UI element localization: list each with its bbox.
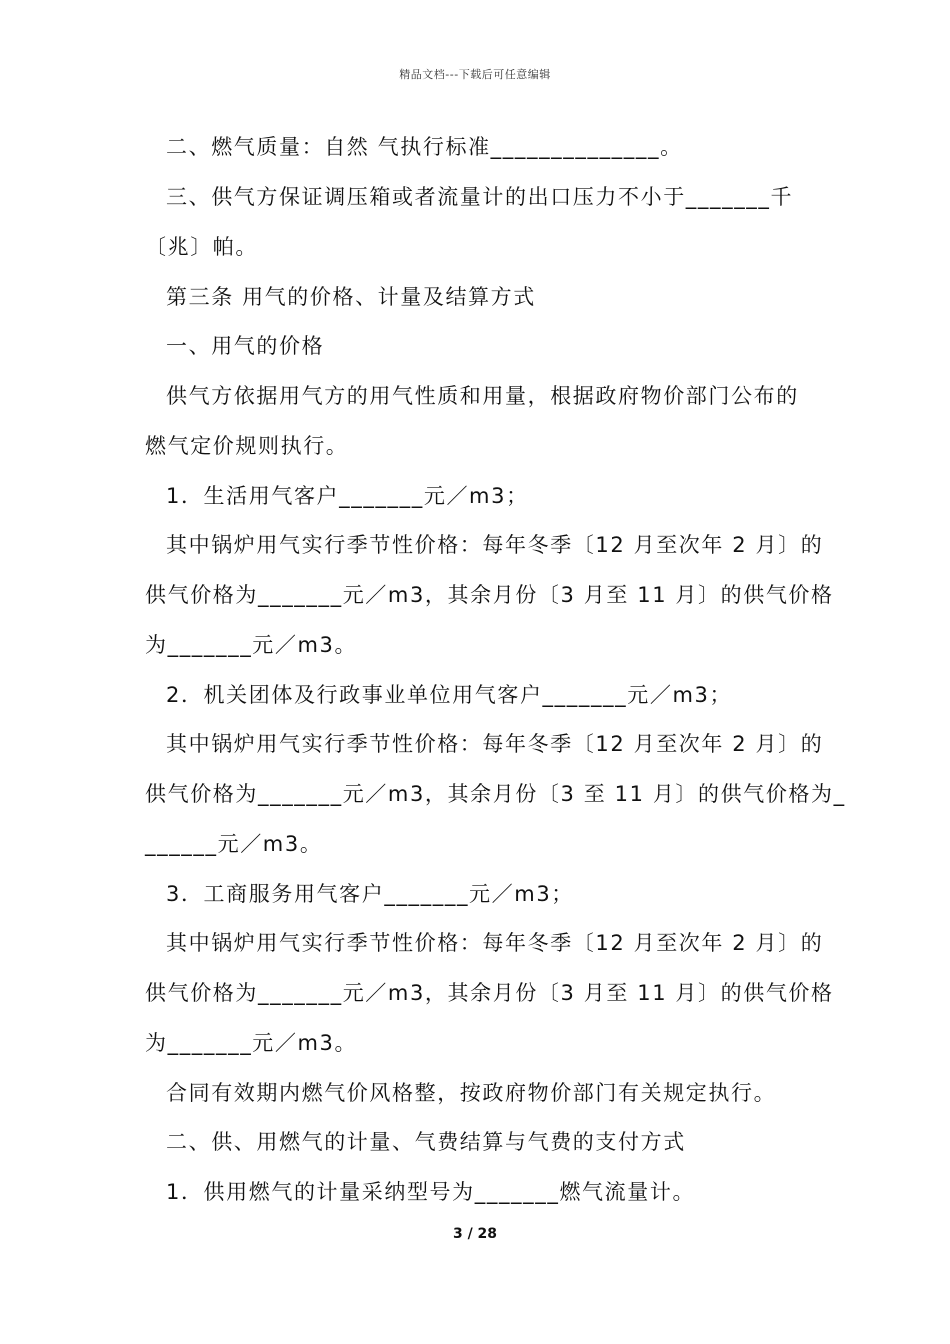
list-item: 2．机关团体及行政事业单位用气客户_______元／m3； xyxy=(166,683,733,707)
paragraph-line: 其中锅炉用气实行季节性价格：每年冬季〔12 月至次年 2 月〕的 xyxy=(166,533,824,557)
paragraph-line: 二、燃气质量：自然 气执行标准______________。 xyxy=(166,135,683,159)
list-item: 1．生活用气客户_______元／m3； xyxy=(166,484,529,508)
paragraph-line: 合同有效期内燃气价风格整，按政府物价部门有关规定执行。 xyxy=(166,1081,777,1105)
page-header: 精品文档---下载后可任意编辑 xyxy=(399,68,551,81)
subsection-heading: 二、供、用燃气的计量、气费结算与气费的支付方式 xyxy=(166,1130,686,1154)
list-item: 1．供用燃气的计量采纳型号为_______燃气流量计。 xyxy=(166,1180,696,1204)
paragraph-line: 供气价格为_______元／m3，其余月份〔3 至 11 月〕的供气价格为_ xyxy=(145,782,846,806)
paragraph-line: 其中锅炉用气实行季节性价格：每年冬季〔12 月至次年 2 月〕的 xyxy=(166,931,824,955)
paragraph-line: 供气价格为_______元／m3，其余月份〔3 月至 11 月〕的供气价格 xyxy=(145,981,834,1005)
paragraph-line: 为_______元／m3。 xyxy=(145,1031,358,1055)
paragraph-line: 其中锅炉用气实行季节性价格：每年冬季〔12 月至次年 2 月〕的 xyxy=(166,732,824,756)
section-heading: 第三条 用气的价格、计量及结算方式 xyxy=(166,285,536,309)
paragraph-line: 供气价格为_______元／m3，其余月份〔3 月至 11 月〕的供气价格 xyxy=(145,583,834,607)
list-item: 3．工商服务用气客户_______元／m3； xyxy=(166,882,574,906)
paragraph-line: 燃气定价规则执行。 xyxy=(145,434,349,458)
paragraph-line: 为_______元／m3。 xyxy=(145,633,358,657)
paragraph-line: 三、供气方保证调压箱或者流量计的出口压力不小于_______千 xyxy=(166,185,794,209)
page-number: 3 / 28 xyxy=(452,1226,498,1242)
paragraph-line: ______元／m3。 xyxy=(145,832,323,856)
paragraph-line: 〔兆〕帕。 xyxy=(145,235,258,259)
paragraph-line: 供气方依据用气方的用气性质和用量，根据政府物价部门公布的 xyxy=(166,384,799,408)
subsection-heading: 一、用气的价格 xyxy=(166,334,325,358)
